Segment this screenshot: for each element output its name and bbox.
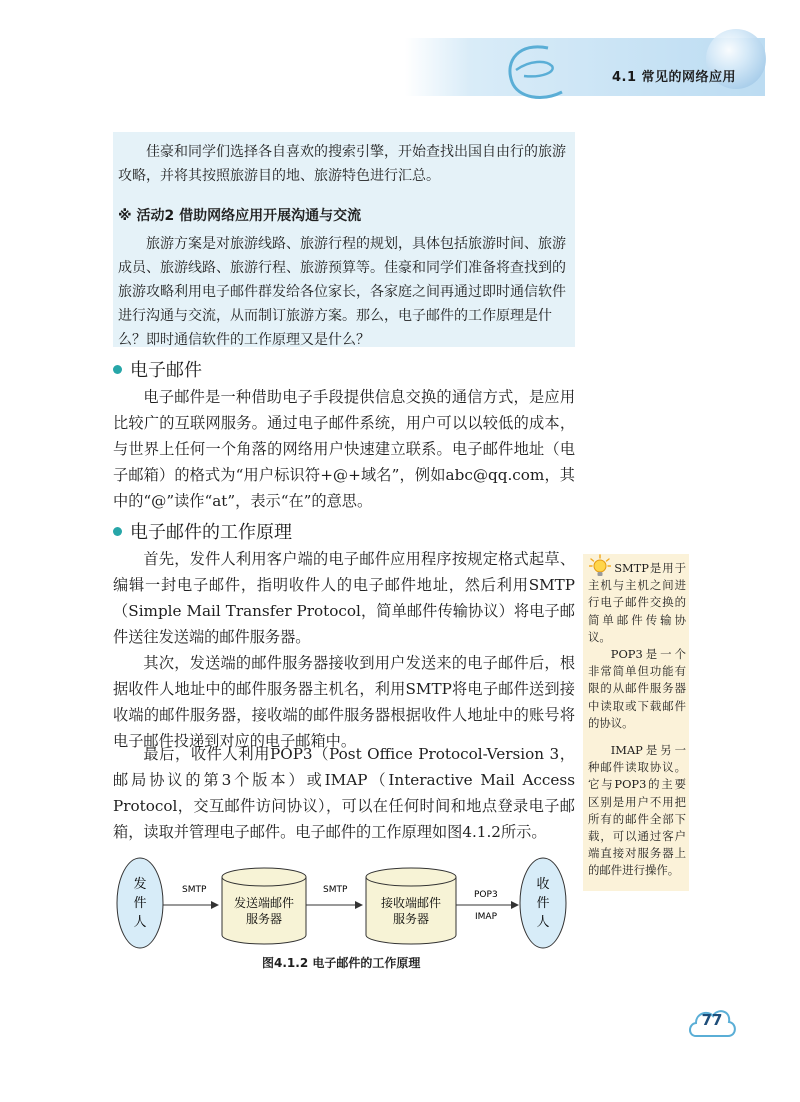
sender-node (117, 858, 163, 948)
imap-label: IMAP (475, 912, 498, 922)
send-server-label-1: 发送端邮件 (233, 896, 295, 910)
bullet-icon (113, 365, 122, 374)
section-heading-principle-text: 电子邮件的工作原理 (130, 522, 292, 543)
activity-body-text: 旅游方案是对旅游线路、旅游行程的规划，具体包括旅游时间、旅游成员、旅游线路、旅游行程、旅游预算等。佳豪和同学们准备将查找到的旅游攻略利用电子邮件群发给各位家长，各家庭之间再通过即时通信软件进行沟通与交流，从而制订旅游方案。那么，电子邮件的工作原理是什么？即时通信软件的工作原理又是什么？ (118, 236, 566, 348)
smtp-label-1: SMTP (182, 885, 207, 895)
email-flow-diagram (110, 855, 580, 955)
receive-server-cylinder (366, 868, 456, 944)
page-number: 77 (701, 1011, 723, 1029)
activity-title: ※ 活动2 借助网络应用开展沟通与交流 (118, 208, 362, 224)
sidenote-smtp: SMTP是用于主机与主机之间进行电子邮件交换的简单邮件传输协议。 (588, 561, 686, 644)
email-definition-paragraph: 电子邮件是一种借助电子手段提供信息交换的通信方式，是应用比较广的互联网服务。通过电子邮件系统，用户可以以较低的成本，与世界上任何一个角落的网络用户快速建立联系。电子邮件地址（电子邮箱）的格式为“用户标识符+@+域名”，例如abc@qq.com，其中的“@”读作“at”，表示“在”的意思。 (113, 388, 575, 510)
bullet-icon (113, 527, 122, 536)
running-header-title: 4.1 常见的网络应用 (612, 70, 737, 85)
header-swirl-decoration (490, 30, 610, 110)
section-heading-email (113, 356, 202, 382)
section-heading-principle (113, 518, 292, 544)
recv-server-label-1: 接收端邮件 (380, 896, 442, 910)
section-heading-email-text: 电子邮件 (130, 360, 202, 381)
receiver-char-3: 人 (536, 915, 550, 930)
principle-paragraph-2: 其次，发送端的邮件服务器接收到用户发送来的电子邮件后，根据收件人地址中的邮件服务器主机名，利用SMTP将电子邮件送到接收端的邮件服务器，接收端的邮件服务器根据收件人地址中的账号将电子邮件投递到对应的电子邮箱中。 (113, 654, 575, 750)
smtp-label-2: SMTP (323, 885, 348, 895)
sender-char-3: 人 (133, 915, 147, 930)
sender-char-1: 发 (133, 877, 147, 892)
sender-char-2: 件 (133, 896, 147, 911)
principle-paragraph-1: 首先，发件人利用客户端的电子邮件应用程序按规定格式起草、编辑一封电子邮件，指明收件人的电子邮件地址，然后利用SMTP（Simple Mail Transfer Protocol，简单邮件传输协议）将电子邮件送往发送端的邮件服务器。 (113, 550, 575, 646)
send-server-cylinder (222, 868, 306, 944)
recv-server-label-2: 服务器 (392, 912, 430, 926)
principle-paragraph-3: 最后，收件人利用POP3（Post Office Protocol-Version 3，邮局协议的第3个版本）或IMAP（Interactive Mail Access Protocol，交互邮件访问协议），可以在任何时间和地点登录电子邮箱，读取并管理电子邮件。电子邮件的工作原理如图4.1.2所示。 (113, 745, 575, 841)
send-server-label-2: 服务器 (245, 912, 283, 926)
pop3-label: POP3 (474, 890, 498, 900)
receiver-node (520, 858, 566, 948)
figure-caption: 图4.1.2 电子邮件的工作原理 (262, 956, 421, 970)
sidenote-imap: IMAP是另一种邮件读取协议。它与POP3的主要区别是用户不用把所有的邮件全部下载，可以通过客户端直接对服务器上的邮件进行操作。 (588, 743, 686, 878)
activity-intro-text: 佳豪和同学们选择各自喜欢的搜索引擎，开始查找出国自由行的旅游攻略，并将其按照旅游目的地、旅游特色进行汇总。 (118, 144, 566, 184)
receiver-char-1: 收 (536, 877, 550, 892)
receiver-char-2: 件 (536, 896, 550, 911)
sidenote-pop3: POP3是一个非常简单但功能有限的从邮件服务器中读取或下载邮件的协议。 (588, 647, 686, 730)
